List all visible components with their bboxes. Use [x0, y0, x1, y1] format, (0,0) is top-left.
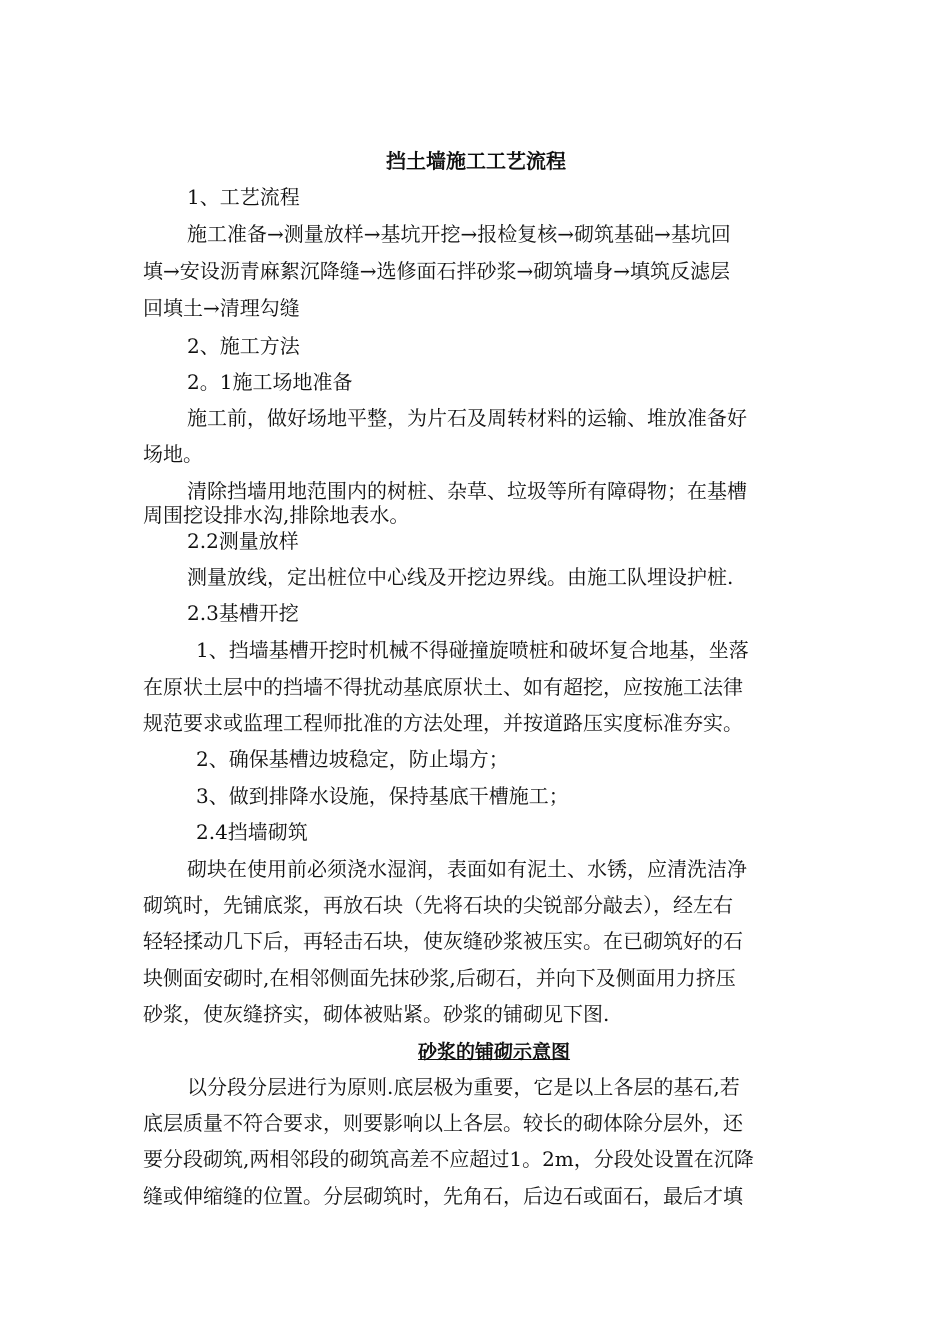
- list-item-line: 1、挡墙基槽开挖时机械不得碰撞旋喷桩和破坏复合地基，坐落: [196, 638, 749, 662]
- paragraph-line: 周围挖设排水沟,排除地表水。: [143, 503, 410, 527]
- paragraph-line: 清除挡墙用地范围内的树桩、杂草、垃圾等所有障碍物；在基槽: [187, 479, 747, 503]
- section-2-3-heading: 2.3基槽开挖: [187, 601, 299, 625]
- paragraph-line: 块侧面安砌时,在相邻侧面先抹砂浆,后砌石，并向下及侧面用力挤压: [143, 966, 736, 990]
- document-title: 挡土墙施工工艺流程: [386, 149, 566, 173]
- list-item: 2、确保基槽边坡稳定，防止塌方；: [196, 747, 509, 771]
- list-item-line: 规范要求或监理工程师批准的方法处理，并按道路压实度标准夯实。: [143, 711, 743, 735]
- paragraph-line: 施工前，做好场地平整，为片石及周转材料的运输、堆放准备好: [187, 406, 747, 430]
- flow-line: 回填土→清理勾缝: [143, 296, 300, 320]
- paragraph-line: 砌块在使用前必须浇水湿润，表面如有泥土、水锈，应清洗洁净: [187, 857, 747, 881]
- paragraph-line: 砌筑时，先铺底浆，再放石块（先将石块的尖锐部分敲去），经左右: [143, 893, 733, 917]
- paragraph-line: 砂浆，使灰缝挤实，砌体被贴紧。砂浆的铺砌见下图.: [143, 1002, 610, 1026]
- section-2-heading: 2、施工方法: [187, 334, 300, 358]
- paragraph-line: 以分段分层进行为原则.底层极为重要，它是以上各层的基石,若: [187, 1075, 740, 1099]
- section-1-heading: 1、工艺流程: [187, 185, 300, 209]
- paragraph-line: 测量放线，定出桩位中心线及开挖边界线。由施工队埋设护桩.: [187, 565, 734, 589]
- figure-caption: 砂浆的铺砌示意图: [418, 1041, 571, 1063]
- flow-line: 填→安设沥青麻絮沉降缝→选修面石拌砂浆→砌筑墙身→填筑反滤层: [143, 259, 731, 283]
- flow-line: 施工准备→测量放样→基坑开挖→报检复核→砌筑基础→基坑回: [187, 222, 731, 246]
- section-2-4-heading: 2.4挡墙砌筑: [196, 820, 308, 844]
- section-2-2-heading: 2.2测量放样: [187, 529, 299, 553]
- paragraph-line: 缝或伸缩缝的位置。分层砌筑时，先角石，后边石或面石，最后才填: [143, 1184, 743, 1208]
- paragraph-line: 场地。: [143, 442, 203, 466]
- paragraph-line: 底层质量不符合要求，则要影响以上各层。较长的砌体除分层外，还: [143, 1111, 743, 1135]
- paragraph-line: 要分段砌筑,两相邻段的砌筑高差不应超过1。2m，分段处设置在沉降: [143, 1147, 754, 1171]
- section-2-1-heading: 2。1施工场地准备: [187, 370, 353, 394]
- paragraph-line: 轻轻揉动几下后，再轻击石块，使灰缝砂浆被压实。在已砌筑好的石: [143, 929, 743, 953]
- list-item: 3、做到排降水设施，保持基底干槽施工；: [196, 784, 569, 808]
- list-item-line: 在原状土层中的挡墙不得扰动基底原状土、如有超挖，应按施工法律: [143, 675, 743, 699]
